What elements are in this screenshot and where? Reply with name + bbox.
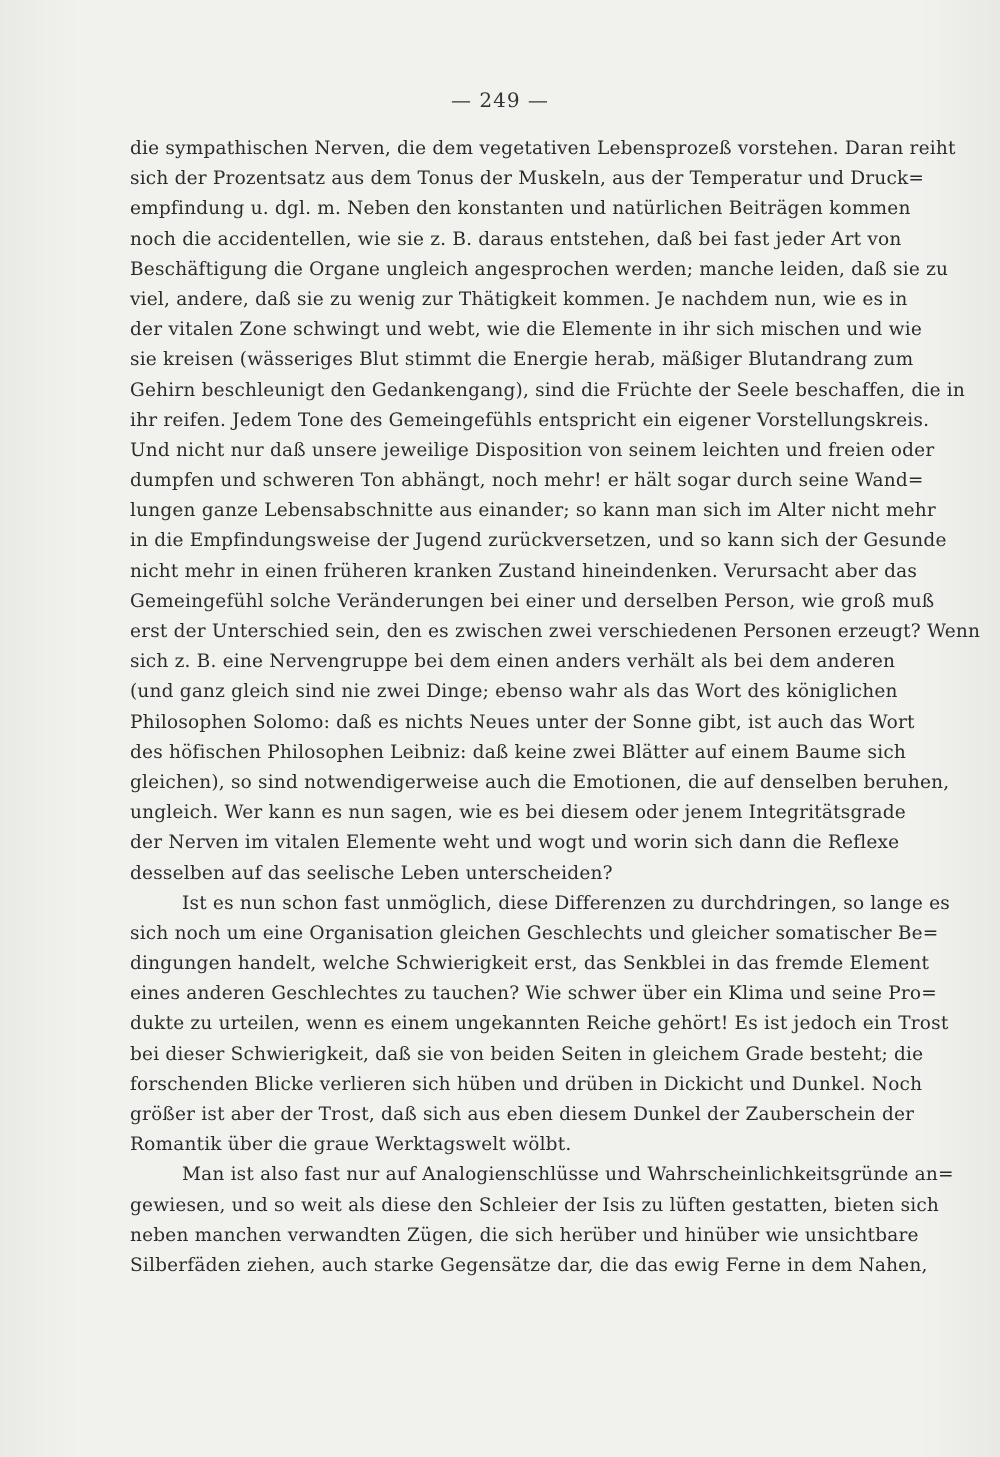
text-line: Man ist also fast nur auf Analogienschlüsse und Wahrscheinlichkeitsgründe an= [182,1164,954,1186]
text-line: dingungen handelt, welche Schwierigkeit erst, das Senkblei in das fremde Element [130,953,930,975]
text-line: (und ganz gleich sind nie zwei Dinge; ebenso wahr als das Wort des königlichen [130,681,898,703]
paragraph [130,889,950,1161]
text-line: Gehirn beschleunigt den Gedankengang), sind die Früchte der Seele beschaffen, die in [130,379,966,401]
body-text [130,134,981,1281]
text-line: ungleich. Wer kann es nun sagen, wie es bei diesem oder jenem Integritätsgrade [130,802,906,824]
text-line: viel, andere, daß sie zu wenig zur Thätigkeit kommen. Je nachdem nun, wie es in [130,288,908,310]
text-line: sich der Prozentsatz aus dem Tonus der Muskeln, aus der Temperatur und Druck= [130,168,925,190]
text-line: sich noch um eine Organisation gleichen Geschlechts und gleicher somatischer Be= [130,922,939,944]
text-line: der vitalen Zone schwingt und webt, wie die Elemente in ihr sich mischen und wie [130,319,922,341]
paragraph [130,134,981,889]
text-line: der Nerven im vitalen Elemente weht und wogt und worin sich dann die Reflexe [130,832,900,854]
text-line: forschenden Blicke verlieren sich hüben und drüben in Dickicht und Dunkel. Noch [130,1073,923,1095]
text-line: bei dieser Schwierigkeit, daß sie von beiden Seiten in gleichem Grade besteht; die [130,1043,924,1065]
text-line: ihr reifen. Jedem Tone des Gemeingefühls entspricht ein eigener Vorstellungskreis. [130,409,930,431]
text-line: sie kreisen (wässeriges Blut stimmt die Energie herab, mäßiger Blutandrang zum [130,349,914,371]
text-line: nicht mehr in einen früheren kranken Zustand hineindenken. Verursacht aber das [130,560,918,582]
text-line: Philosophen Solomo: daß es nichts Neues unter der Sonne gibt, ist auch das Wort [130,711,915,733]
page-number: — 249 — [451,88,549,112]
paragraph [130,1160,954,1281]
text-line: größer ist aber der Trost, daß sich aus eben diesem Dunkel der Zauberschein der [130,1104,915,1125]
text-line: empfindung u. dgl. m. Neben den konstanten und natürlichen Beiträgen kommen [130,198,911,220]
text-line: eines anderen Geschlechtes zu tauchen? Wie schwer über ein Klima und seine Pro= [130,983,937,1005]
text-line: Gemeingefühl solche Veränderungen bei einer und derselben Person, wie groß muß [130,590,935,612]
text-line: Ist es nun schon fast unmöglich, diese Differenzen zu durchdringen, so lange es [182,892,950,914]
text-line: die sympathischen Nerven, die dem vegetativen Lebensprozeß vorstehen. Daran reiht [130,138,956,159]
text-line: Silberfäden ziehen, auch starke Gegensätze dar, die das ewig Ferne in dem Nahen, [130,1254,928,1276]
text-line: Romantik über die graue Werktagswelt wölbt. [130,1134,572,1156]
text-line: noch die accidentellen, wie sie z. B. daraus entstehen, daß bei fast jeder Art von [130,228,902,250]
text-line: des höfischen Philosophen Leibniz: daß keine zwei Blätter auf einem Baume sich [130,741,907,763]
text-line: Beschäftigung die Organe ungleich angesprochen werden; manche leiden, daß sie zu [130,258,949,280]
text-line: dukte zu urteilen, wenn es einem ungekannten Reiche gehört! Es ist jedoch ein Trost [130,1013,949,1035]
text-line: gleichen), so sind notwendigerweise auch die Emotionen, die auf denselben beruhen, [130,771,950,793]
text-line: Und nicht nur daß unsere jeweilige Disposition von seinem leichten und freien oder [130,439,935,461]
text-line: dumpfen und schweren Ton abhängt, noch mehr! er hält sogar durch seine Wand= [130,470,924,492]
text-line: in die Empfindungsweise der Jugend zurückversetzen, und so kann sich der Gesunde [130,530,947,552]
text-line: gewiesen, und so weit als diese den Schleier der Isis zu lüften gestatten, bieten sich [130,1194,940,1216]
text-line: erst der Unterschied sein, den es zwischen zwei verschiedenen Personen erzeugt? Wenn [130,621,981,642]
text-line: neben manchen verwandten Zügen, die sich herüber und hinüber wie unsichtbare [130,1224,919,1246]
text-line: lungen ganze Lebensabschnitte aus einander; so kann man sich im Alter nicht mehr [130,500,936,522]
text-line: desselben auf das seelische Leben unterscheiden? [130,862,613,884]
text-line: sich z. B. eine Nervengruppe bei dem einen anders verhält als bei dem anderen [130,651,896,673]
